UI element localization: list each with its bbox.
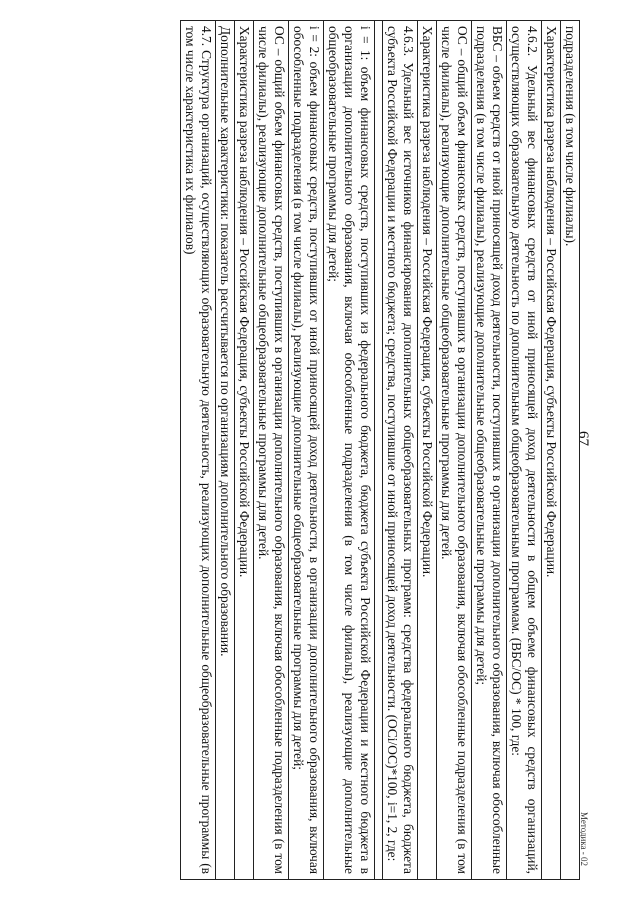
table-row [507,21,542,880]
table-row [289,21,324,880]
table-row [472,21,507,880]
page-number: 67 [575,431,591,446]
table-cell: Дополнительные характеристики: показатель рассчитывается по организациям дополнительного образования. [216,21,235,880]
footer-label: Методика - 02 [579,812,589,867]
table-row [216,21,235,880]
table-row [254,21,289,880]
table-row [437,21,472,880]
table-cell: Характеристика разреза наблюдения – Российская Федерация, субъекты Российской Федерации. [542,21,561,880]
spacer-row [375,21,383,880]
table-cell: i = 1: объем финансовых средств, поступивших из федерального бюджета, бюджета субъекта Российской Федерации и местного бюджета в организации дополнительного образования, включая обособленные подразделения (в том числе филиалы), реализующие дополнительные общеобразовательные программы для детей; [324,21,375,880]
table-cell: ОС – общий объем финансовых средств, поступивших в организации дополнительного образования, включая обособленные подразделения (в том числе филиалы), реализующие дополнительные общеобразовательные программы для детей. [437,21,472,880]
table-row [181,21,216,880]
table-cell: 4.7. Структура организаций, осуществляющих образовательную деятельность, реализующих дополнительные общеобразовательные программы (в том числе характеристика их филиалов) [181,21,216,880]
table-row [324,21,375,880]
table-cell: 4.6.3. Удельный вес источников финансирования дополнительных общеобразовательных программ: средства федерального бюджета, бюджета субъекта Российской Федерации и местного бюджета; средства, поступившие от иной приносящей доход деятельности. (ОСi/ОС)*100, i=1, 2, где: [383,21,418,880]
methodology-table [180,20,580,880]
table-cell: ВБС – объем средств от иной приносящей доход деятельности, поступивших в организации дополнительного образования, включая обособленные подразделения (в том числе филиалы), реализующие дополнительные общеобразовательные программы для детей; [472,21,507,880]
table-cell: i = 2: объем финансовых средств, поступивших от иной приносящей доход деятельности, в организации дополнительного образования, включая обособленные подразделения (в том числе филиалы), реализующие дополнительные общеобразовательные программы для детей; [289,21,324,880]
table-cell: Характеристика разреза наблюдения – Российская Федерация, субъекты Российской Федерации. [235,21,254,880]
table-row [383,21,418,880]
table-cell: Характеристика разреза наблюдения – Российская Федерация, субъекты Российской Федерации. [418,21,437,880]
spacer-cell [375,21,383,880]
rotated-page [60,20,580,880]
table-row [418,21,437,880]
table-cell: подразделения (в том числе филиалы). [561,21,580,880]
table-row [235,21,254,880]
table-row [561,21,580,880]
table-row [542,21,561,880]
table-cell: 4.6.2. Удельный вес финансовых средств от иной приносящей доход деятельности в общем объеме финансовых средств организаций, осуществляющих образовательную деятельность по дополнительным общеобразовательным программам. (ВБС/ОС) * 100, где: [507,21,542,880]
table-cell: ОС – общий объем финансовых средств, поступивших в организации дополнительного образования, включая обособленные подразделения (в том числе филиалы), реализующие дополнительные общеобразовательные программы для детей. [254,21,289,880]
